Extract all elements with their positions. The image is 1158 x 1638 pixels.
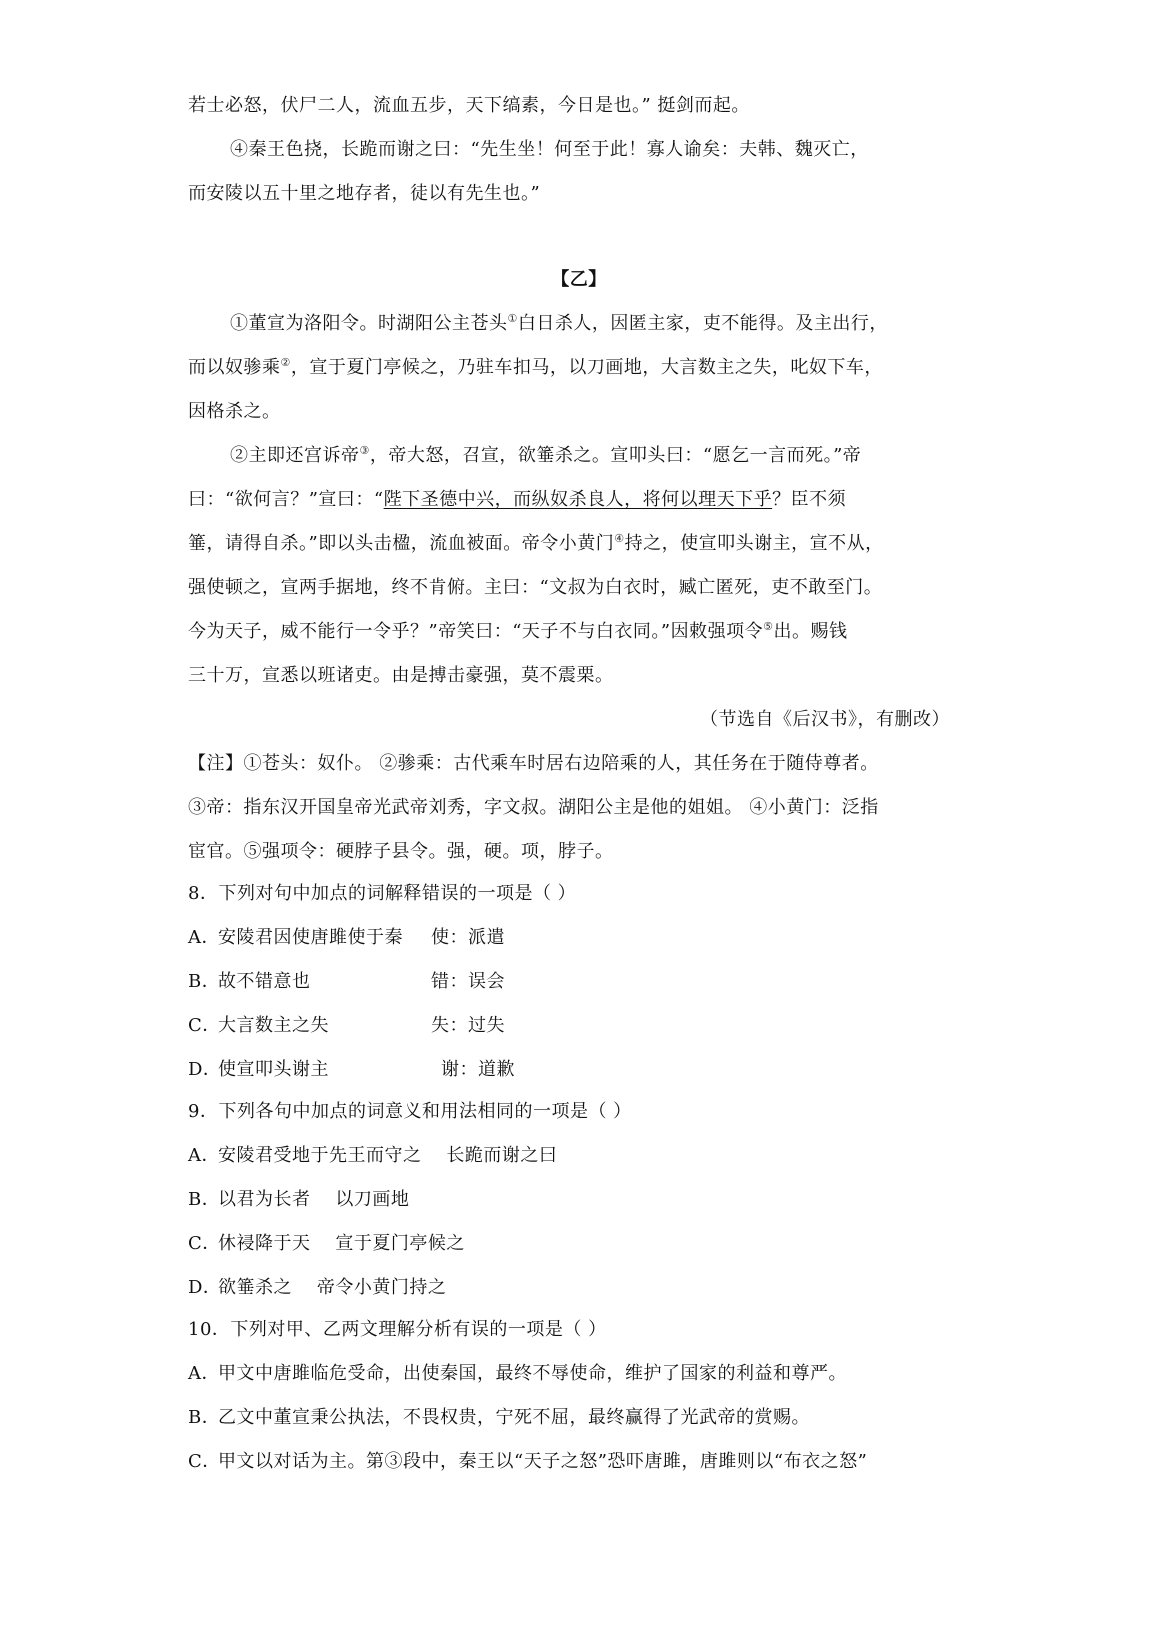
yi-p2-line3: 箠，请得自杀。”即以头击楹，流血被面。帝令小黄门④持之，使宣叩头谢主，宣不从， bbox=[188, 532, 884, 554]
yi-p2-line6: 三十万，宣悉以班诸吏。由是搏击豪强，莫不震栗。 bbox=[188, 665, 614, 686]
footnote-marker: ② bbox=[280, 356, 291, 369]
jia-p4-line1: ④秦王色挠，长跪而谢之曰：“先生坐！何至于此！寡人谕矣：夫韩、魏灭亡， bbox=[230, 139, 869, 160]
q9-option-c[interactable]: C．休祲降于天 宣于夏门亭候之 bbox=[188, 1233, 465, 1254]
notes-line2: ③帝：指东汉开国皇帝光武帝刘秀，字文叔。湖阳公主是他的姐姐。 ④小黄门：泛指 bbox=[188, 797, 879, 818]
q8-stem: 8．下列对句中加点的词解释错误的一项是（ ） bbox=[188, 883, 577, 904]
footnote-marker: ③ bbox=[359, 444, 370, 457]
source-citation: （节选自《后汉书》，有删改） bbox=[700, 709, 950, 730]
yi-p1-line3: 因格杀之。 bbox=[188, 401, 281, 422]
q8-option-a[interactable]: A．安陵君因使唐雎使于秦 使：派遣 bbox=[188, 927, 505, 948]
q9-option-a[interactable]: A．安陵君受地于先王而守之 长跪而谢之曰 bbox=[188, 1145, 558, 1166]
yi-p1-line1: ①董宣为洛阳令。时湖阳公主苍头①白日杀人，因匿主家，吏不能得。及主出行， bbox=[230, 312, 888, 334]
q9-option-b[interactable]: B．以君为长者 以刀画地 bbox=[188, 1189, 410, 1210]
q8-option-c[interactable]: C．大言数主之失 失：过失 bbox=[188, 1015, 505, 1036]
yi-p1-line2: 而以奴骖乘②，宣于夏门亭候之，乃驻车扣马，以刀画地，大言数主之失，叱奴下车， bbox=[188, 356, 883, 378]
yi-p2-line4: 强使顿之，宣两手据地，终不肯俯。主曰：“文叔为白衣时，臧亡匿死，吏不敢至门。 bbox=[188, 577, 883, 598]
notes-line1: 【注】①苍头：奴仆。 ②骖乘：古代乘车时居右边陪乘的人，其任务在于随侍尊者。 bbox=[188, 753, 879, 774]
jia-tail-line: 若士必怒，伏尸二人，流血五步，天下缟素，今日是也。” 挺剑而起。 bbox=[188, 95, 750, 116]
q8-option-d[interactable]: D．使宣叩头谢主 谢：道歉 bbox=[188, 1059, 515, 1080]
q10-option-b[interactable]: B．乙文中董宣秉公执法，不畏权贵，宁死不屈，最终赢得了光武帝的赏赐。 bbox=[188, 1407, 810, 1428]
yi-p2-line5: 今为天子，威不能行一令乎？”帝笑曰：“天子不与白衣同。”因敕强项令⑤出。赐钱 bbox=[188, 620, 848, 642]
footnote-marker: ⑤ bbox=[763, 620, 774, 633]
q10-stem: 10．下列对甲、乙两文理解分析有误的一项是（ ） bbox=[188, 1319, 607, 1340]
yi-heading: 【乙】 bbox=[551, 269, 607, 290]
notes-line3: 宦官。⑤强项令：硬脖子县令。强，硬。项，脖子。 bbox=[188, 841, 614, 862]
jia-p4-line2: 而安陵以五十里之地存者，徒以有先生也。” bbox=[188, 183, 541, 204]
q9-stem: 9．下列各句中加点的词意义和用法相同的一项是（ ） bbox=[188, 1101, 632, 1122]
yi-p2-line2: 曰：“欲何言？”宣曰：“陛下圣德中兴，而纵奴杀良人，将何以理天下乎？臣不须 bbox=[188, 489, 847, 510]
yi-p2-line1: ②主即还宫诉帝③，帝大怒，召宣，欲箠杀之。宣叩头曰：“愿乞一言而死。”帝 bbox=[230, 444, 862, 466]
footnote-marker: ① bbox=[507, 312, 518, 325]
q9-option-d[interactable]: D．欲箠杀之 帝令小黄门持之 bbox=[188, 1277, 447, 1298]
q8-option-b[interactable]: B．故不错意也 错：误会 bbox=[188, 971, 505, 992]
q10-option-a[interactable]: A．甲文中唐雎临危受命，出使秦国，最终不辱使命，维护了国家的利益和尊严。 bbox=[188, 1363, 847, 1384]
footnote-marker: ④ bbox=[614, 532, 625, 545]
underlined-sentence: 陛下圣德中兴，而纵奴杀良人，将何以理天下乎 bbox=[383, 489, 773, 510]
q10-option-c[interactable]: C．甲文以对话为主。第③段中，秦王以“天子之怒”恐吓唐雎，唐雎则以“布衣之怒” bbox=[188, 1451, 868, 1472]
